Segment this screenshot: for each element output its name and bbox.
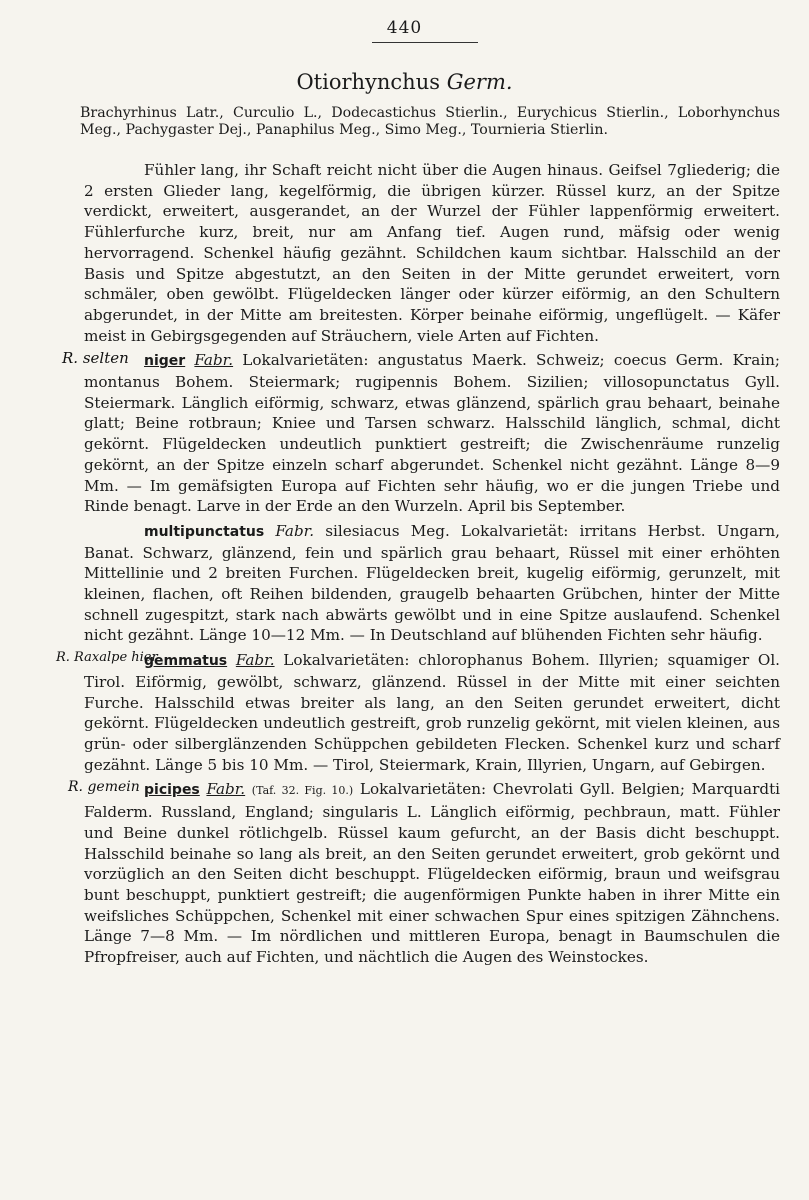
species-author: Fabr. xyxy=(275,521,315,540)
species-name: gemmatus xyxy=(144,653,228,670)
plate-reference: (Taf. 32. Fig. 10.) xyxy=(251,784,354,798)
genus-synonyms: Brachyrhinus Latr., Curculio L., Dodecastichus Stierlin., Eurychicus Stierlin., Loborhynchus Meg., Pachygaster Dej., Panaphilus Meg., Simo Meg., Tournieria Stierlin. xyxy=(80,105,780,138)
genus-heading xyxy=(0,70,809,94)
handwritten-note: R. gemein xyxy=(68,779,140,796)
genus-author: Germ. xyxy=(446,70,513,94)
species-paragraph xyxy=(84,350,780,517)
handwritten-note: R. selten xyxy=(62,349,129,368)
species-text: Lokalvarietäten: angustatus Maerk. Schweiz; coecus Germ. Krain; montanus Bohem. Steiermark; rugipennis Bohem. Sizilien; villosopunctatus Gyll. Steiermark. Länglich eiförmig, schwarz, etwas glänzend, spärlich grau behaart, beinahe glatt; Beine rotbraun; Kniee und Tarsen schwarz. Halsschild länglich, schmal, dicht gekörnt. Flügeldecken undeutlich punktiert gestreift; die Zwischenräume runzelig gekörnt, an der Spitze einzeln scharf abgerundet. Schenkel nicht gezähnt. Länge 8—9 Mm. — Im gemäfsigten Europa auf Fichten sehr häufig, wo er die jungen Triebe und Rinde benagt. Larve in der Erde an den Wurzeln. April bis September. xyxy=(84,351,780,516)
handwritten-note: R. Raxalpe hier xyxy=(56,650,158,666)
species-paragraph xyxy=(84,779,780,967)
genus-name: Otiorhynchus xyxy=(296,70,441,94)
species-entry xyxy=(56,650,781,775)
species-text: silesiacus Meg. Lokalvarietät: irritans Herbst. Ungarn, Banat. Schwarz, glänzend, fein und spärlich grau behaart, Rüssel mit einer erhöhten Mittellinie und 2 breiten Furchen. Flügeldecken breit, kugelig eiförmig, gerunzelt, mit kleinen, flachen, oft Reihen bildenden, graugelb behaarten Grübchen, hinter der Mitte schnell zugespitzt, stark nach abwärts gewölbt und in eine Spitze auslaufend. Schenkel nicht gezähnt. Länge 10—12 Mm. — In Deutschland auf blühenden Fichten sehr häufig. xyxy=(84,521,780,645)
species-entry xyxy=(62,349,780,517)
species-author: Fabr. xyxy=(194,351,234,370)
page-number-rule xyxy=(372,42,478,43)
species-author: Fabr. xyxy=(206,780,246,799)
species-text: Lokalvarietäten: chlorophanus Bohem. Illyrien; squamiger Ol. Tirol. Eiförmig, gewölbt, schwarz, glänzend. Rüssel in der Mitte mit einer seichten Furche. Halsschild etwas breiter als lang, an den Seiten gerundet erweitert, dicht gekörnt. Flügeldecken undeutlich gestreift, grob runzelig gekörnt, mit vielen kleinen, aus grün- oder silberglänzenden Schüppchen gebildeten Flecken. Schenkel kurz und scharf gezähnt. Länge 5 bis 10 Mm. — Tirol, Steiermark, Krain, Illyrien, Ungarn, auf Gebirgen. xyxy=(84,651,781,774)
genus-description: Fühler lang, ihr Schaft reicht nicht über die Augen hinaus. Geifsel 7gliederig; die 2 ersten Glieder lang, kegelförmig, die übrigen kürzer. Rüssel kurz, an der Spitze verdickt, erweitert, ausgerandet, an der Wurzel der Fühler lappenförmig erweitert. Fühlerfurche kurz, breit, nur am Anfang tief. Augen rund, mäfsig oder wenig hervorragend. Schenkel häufig gezähnt. Schildchen kaum sichtbar. Halsschild an der Basis und Spitze abgestutzt, an den Seiten in der Mitte gerundet erweitert, vorn schmäler, oben gewölbt. Flügeldecken länger oder kürzer eiförmig, an den Schultern abgerundet, in der Mitte am breitesten. Körper beinahe eiförmig, ungeflügelt. — Käfer meist in Gebirgsgegenden auf Sträuchern, viele Arten auf Fichten. xyxy=(84,161,780,345)
species-paragraph xyxy=(84,650,780,775)
species-paragraph xyxy=(84,521,780,646)
species-name: multipunctatus xyxy=(144,523,265,540)
species-name: picipes xyxy=(144,782,200,799)
species-author: Fabr. xyxy=(235,651,275,670)
species-name: niger xyxy=(144,353,186,370)
species-entry xyxy=(68,779,781,967)
text-body xyxy=(56,160,781,968)
page-number: 440 xyxy=(386,18,423,38)
species-entry xyxy=(84,521,780,646)
species-text: Lokalvarietäten: Chevrolati Gyll. Belgien; Marquardti Falderm. Russland, England; singularis L. Länglich eiförmig, pechbraun, matt. Fühler und Beine dunkel rötlichgelb. Rüssel kaum gefurcht, an der Basis dicht beschuppt. Halsschild beinahe so lang als breit, an den Seiten gerundet erweitert, grob gekörnt und vorzüglich an den Seiten dicht beschuppt. Flügeldecken eiförmig, braun und weifsgrau bunt beschuppt, punktiert gestreift; die augenförmigen Punkte haben in ihrer Mitte ein weifsliches Schüppchen, Schenkel mit einer schwachen Spur eines spitzigen Zähnchens. Länge 7—8 Mm. — Im nördlichen und mittleren Europa, benagt in Baumschulen die Pfropfreiser, auch auf Fichten, und nächtlich die Augen des Weinstockes. xyxy=(84,780,781,967)
